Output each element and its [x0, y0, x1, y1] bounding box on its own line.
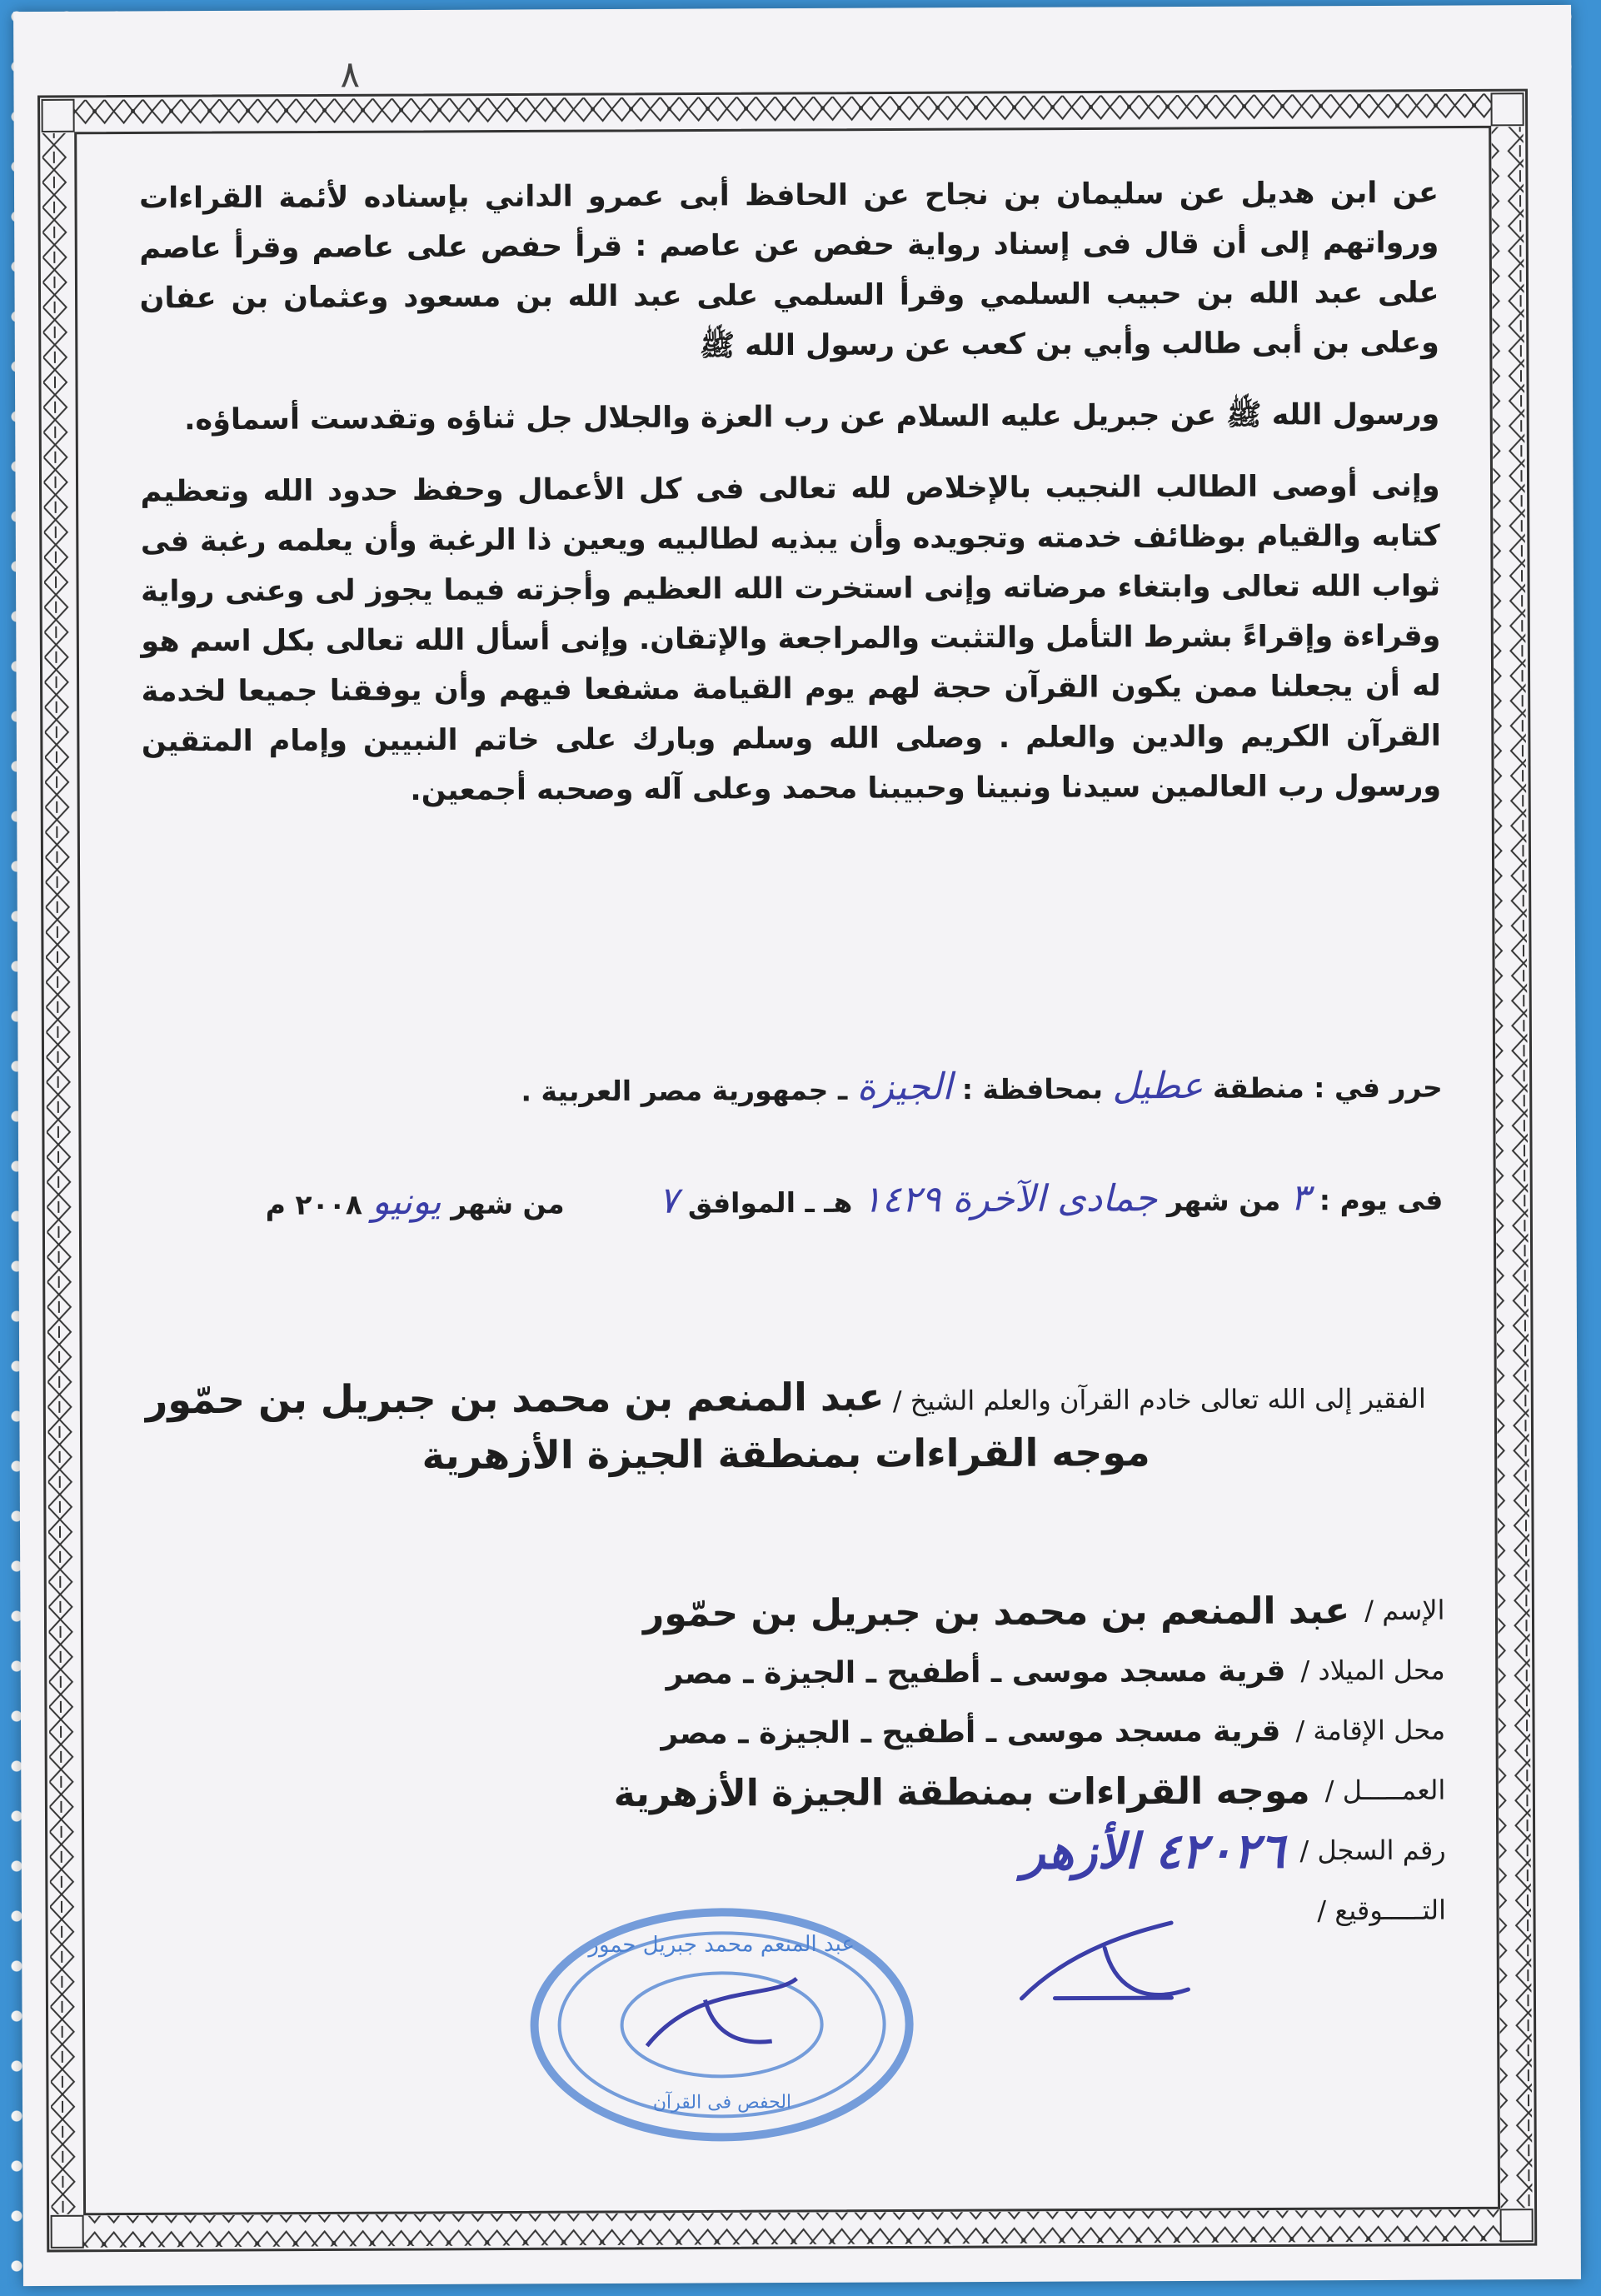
official-stamp — [521, 1899, 922, 2150]
certificate-page — [13, 5, 1581, 2286]
day-label: فى يوم : — [1319, 1183, 1444, 1217]
hijri-suffix: هـ ـ الموافق — [687, 1185, 853, 1220]
day-handwritten: ٣ — [1289, 1176, 1310, 1220]
info-row-registry — [280, 1820, 1446, 1885]
greg-day-handwritten: ٧ — [658, 1179, 679, 1222]
stamp-graphic — [521, 1899, 922, 2150]
signatory-block — [119, 1372, 1453, 1480]
certificate-content — [13, 5, 1581, 2286]
info-key: التـــــوقيع / — [1317, 1894, 1447, 1927]
info-value: موجه القراءات بمنطقة الجيزة الأزهرية — [613, 1769, 1310, 1815]
paragraph-isnad: عن ابن هديل عن سليمان بن نجاح عن الحافظ أبى عمرو الداني بإسناده لأئمة القراءات ورواتهم إلى أن قال فى إسناد رواية حفص عن عاصم : قرأ حفص على عاصم وقرأ عاصم على عبد الله بن حبيب السلمي وقرأ السلمي على عبد الله بن مسعود وعثمان بن عفان وعلى بن أبى طالب وأبي بن كعب عن رسول الله ﷺ — [138, 176, 1439, 363]
governorate-label: بمحافظة : — [961, 1072, 1104, 1106]
region-handwritten: عطيل — [1112, 1064, 1204, 1108]
info-value: قرية مسجد موسى ـ أطفيح ـ الجيزة ـ مصر — [666, 1653, 1286, 1691]
country-label: ـ جمهورية مصر العربية . — [521, 1073, 848, 1108]
info-row-name — [278, 1580, 1444, 1645]
ijazah-text — [139, 168, 1441, 839]
info-row-birthplace — [279, 1640, 1445, 1705]
date-line — [143, 1176, 1443, 1225]
signatory-prefix: الفقير إلى الله تعالى خادم القرآن والعلم الشيخ / — [892, 1382, 1426, 1417]
greg-month-handwritten: يونيو — [372, 1180, 441, 1224]
paragraph-jibril: ورسول الله ﷺ عن جبريل عليه السلام عن رب العزة والجلال جل ثناؤه وتقدست أسماؤه. — [184, 397, 1440, 437]
month-label: من شهر — [1166, 1184, 1281, 1218]
paragraph-advice: وإنى أوصى الطالب النجيب بالإخلاص لله تعالى فى كل الأعمال وحفظ حدود الله وتعظيم كتابه والقيام بوظائف خدمته وتجويده وأن يبذيه لطالبيه ويعين ذا الرغبة وأن يعلمه رغبة فى ثواب الله تعالى وابتغاء مرضاته وإنى استخرت الله العظيم وأجزته فيما يجوز لى وعنى رواية وقراءة وإقراءً بشرط التأمل والتثبت والمراجعة والإتقان. وإنى أسأل الله تعالى بكل اسم هو له أن يجعلنا ممن يكون القرآن حجة لهم يوم القيامة مشفعا فيهم وأن يوفقنا جميعا لخدمة القرآن الكريم والدين والعلم . وصلى الله وسلم وبارك على خاتم النبيين وإمام المتقين ورسول رب العالمين سيدنا ونبينا وحبيبنا محمد وعلى آله وصحبه أجمعين. — [140, 469, 1442, 808]
greg-month-label: من شهر — [451, 1187, 565, 1220]
info-key: العمـــــل / — [1324, 1774, 1446, 1807]
info-key: رقم السجل / — [1299, 1834, 1446, 1867]
registry-handwritten: ٤٢٠٢٦ الأزهر — [1021, 1822, 1285, 1880]
place-line — [143, 1064, 1443, 1112]
stamp-text-top: عبد المنعم محمد جبريل حمور — [588, 1931, 855, 1959]
personal-info — [278, 1580, 1446, 1945]
info-key: محل الميلاد / — [1300, 1654, 1445, 1687]
info-value: قرية مسجد موسى ـ أطفيح ـ الجيزة ـ مصر — [661, 1713, 1281, 1751]
governorate-handwritten: الجيزة — [856, 1066, 953, 1109]
stamp-text-bottom: الحفص فى القرآن — [652, 2092, 792, 2114]
place-prefix: حرر في : منطقة — [1212, 1071, 1443, 1105]
info-row-work — [279, 1760, 1445, 1825]
greg-year: ٢٠٠٨ م — [265, 1188, 363, 1221]
info-key: محل الإقامة / — [1295, 1714, 1446, 1747]
info-key: الإسم / — [1364, 1594, 1445, 1627]
info-row-residence — [279, 1700, 1445, 1765]
signatory-name: عبد المنعم بن محمد بن جبريل بن حمّور — [145, 1374, 885, 1423]
handwritten-signature — [1005, 1914, 1205, 2024]
hijri-month-handwritten: جمادى الآخرة ١٤٢٩ — [861, 1177, 1158, 1221]
info-value: عبد المنعم بن محمد بن جبريل بن حمّور — [642, 1589, 1350, 1635]
signatory-title: موجه القراءات بمنطقة الجيزة الأزهرية — [421, 1430, 1150, 1478]
signatory-line — [119, 1372, 1452, 1423]
page-number: ٨ — [340, 53, 361, 97]
